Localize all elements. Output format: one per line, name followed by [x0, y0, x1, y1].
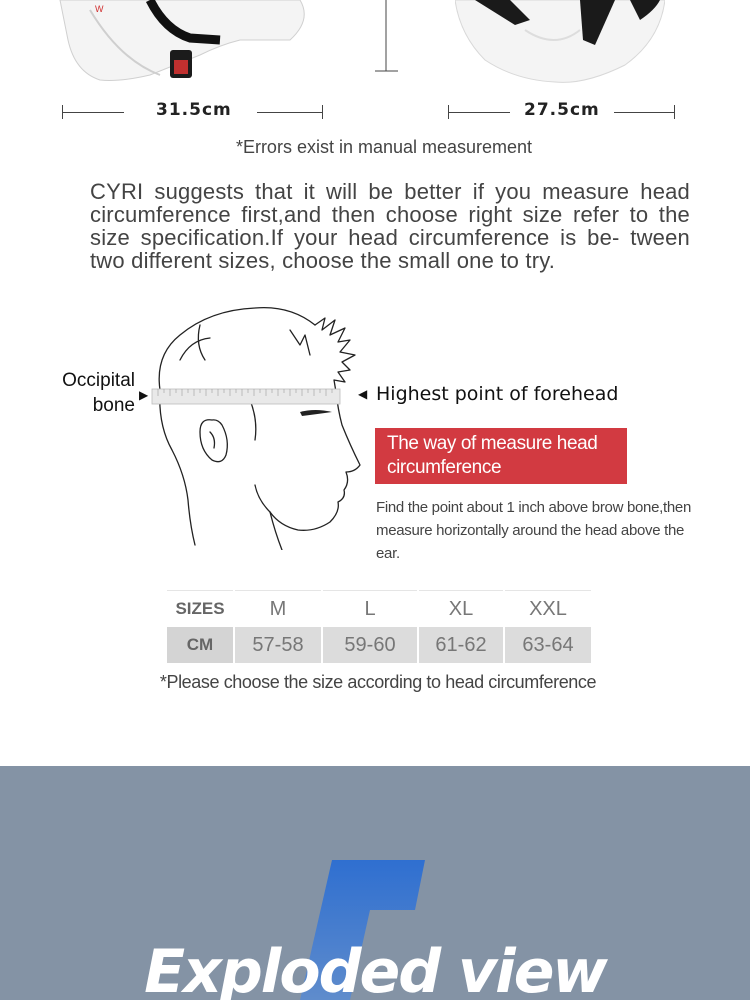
depth-dimension-label: 27.5cm: [524, 100, 600, 120]
intro-paragraph: CYRI suggests that it will be better if you measure head circumference first,and then choose right size refer to the size specification.If your head circumference is be- tween two different sizes, choose the small one to try.: [90, 179, 690, 273]
size-chart-table: [167, 590, 593, 663]
size-cell: XXL: [504, 591, 592, 628]
width-dimension: [62, 100, 324, 124]
occipital-bone-label: Occipital bone: [62, 370, 135, 416]
depth-dimension: [448, 100, 676, 124]
head-measurement-drawing: [150, 300, 375, 550]
exploded-view-title: Exploded view: [144, 937, 606, 1007]
helmet-side-photo: [50, 0, 330, 85]
width-dimension-label: 31.5cm: [156, 100, 232, 120]
size-note: *Please choose the size according to head circumference: [159, 672, 597, 692]
cm-cell: 57-58: [234, 627, 322, 663]
measure-instructions: Find the point about 1 inch above brow bone,then measure horizontally around the head above the ear.: [376, 499, 692, 562]
size-cell: XL: [418, 591, 504, 628]
size-cell: L: [322, 591, 418, 628]
forehead-label: Highest point of forehead: [376, 383, 619, 405]
sizes-header-cell: SIZES: [167, 591, 234, 628]
errors-note: *Errors exist in manual measurement: [235, 137, 533, 157]
right-pointer-icon: ▶: [139, 388, 149, 402]
height-dimension-line: [372, 0, 402, 75]
cm-row: [167, 627, 592, 663]
cm-cell: 63-64: [504, 627, 592, 663]
size-cell: M: [234, 591, 322, 628]
measure-method-banner: [375, 428, 627, 484]
cm-cell: 61-62: [418, 627, 504, 663]
cm-cell: 59-60: [322, 627, 418, 663]
left-pointer-icon: ◀: [358, 387, 368, 401]
cm-header-cell: CM: [167, 627, 234, 663]
size-header-row: [167, 591, 592, 628]
svg-text:W: W: [95, 4, 104, 14]
helmet-front-photo: [455, 0, 665, 85]
measure-method-title: The way of measure head circumference: [387, 433, 598, 478]
